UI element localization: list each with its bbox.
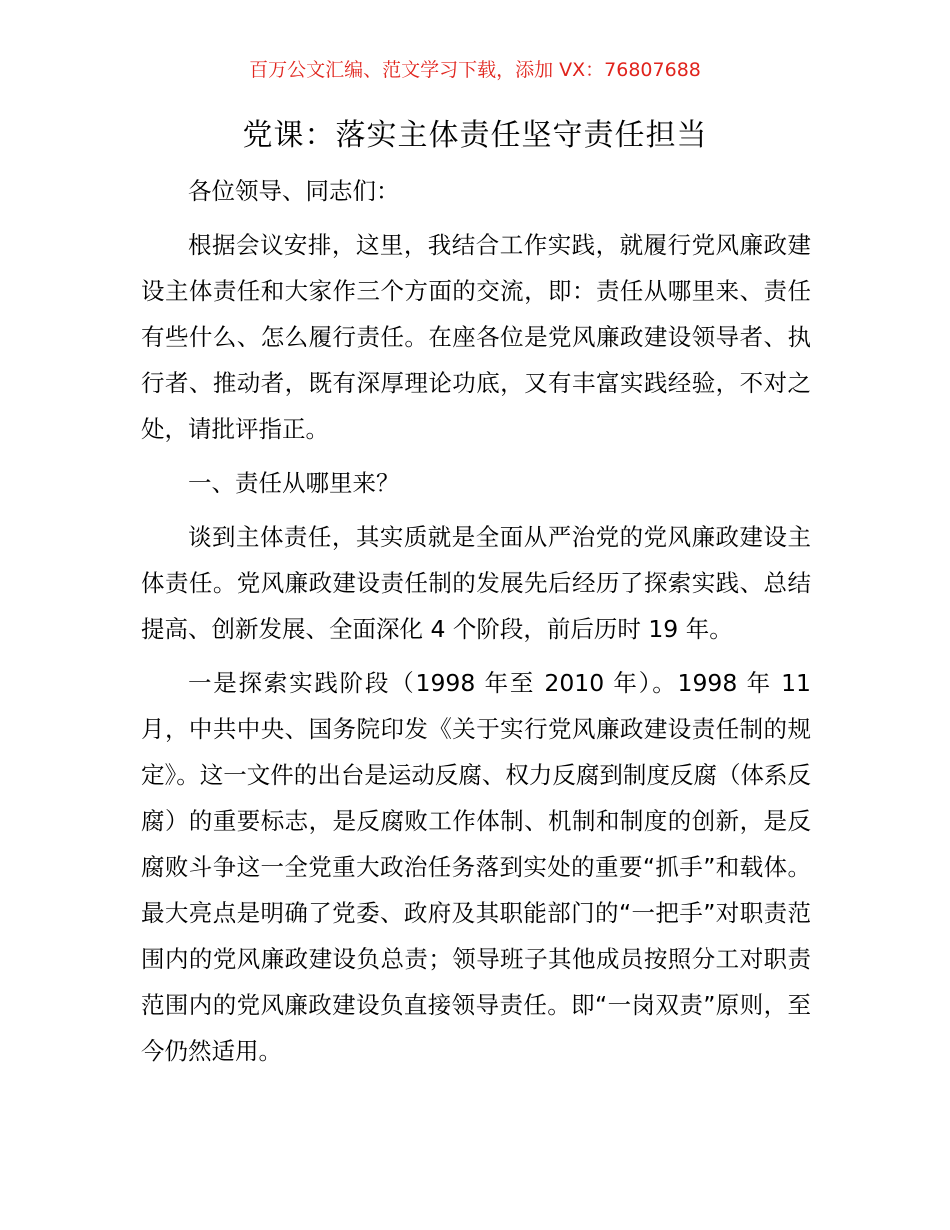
header-note: 百万公文汇编、范文学习下载，添加 VX：76807688 — [249, 59, 701, 81]
paragraph-greeting: 各位领导、同志们： — [188, 177, 400, 205]
paragraph-stage-1: 一是探索实践阶段（1998 年至 2010 年）。1998 年 11 月，中共中央、国务院印发《关于实行党风廉政建设责任制的规定》。这一文件的出台是运动反腐、权力反腐到制度反腐（体系反腐）的重要标志，是反腐败工作体制、机制和制度的创新，是反腐败斗争这一全党重大政治任务落到实处的重要“抓手”和载体。最大亮点是明确了党委、政府及其职能部门的“一把手”对职责范围内的党风廉政建设负总责；领导班子其他成员按照分工对职责范围内的党风廉政建设负直接领导责任。即“一岗双责”原则，至今仍然适用。 — [141, 669, 811, 1065]
paragraph-main-responsibility: 谈到主体责任，其实质就是全面从严治党的党风廉政建设主体责任。党风廉政建设责任制的发展先后经历了探索实践、总结提高、创新发展、全面深化 4 个阶段，前后历时 19 年。 — [141, 523, 811, 643]
section-heading-1: 一、责任从哪里来？ — [188, 469, 400, 497]
document-body — [141, 168, 811, 1082]
paragraph-introduction: 根据会议安排，这里，我结合工作实践，就履行党风廉政建设主体责任和大家作三个方面的交流，即：责任从哪里来、责任有些什么、怎么履行责任。在座各位是党风廉政建设领导者、执行者、推动者，既有深厚理论功底，又有丰富实践经验，不对之处，请批评指正。 — [141, 231, 811, 443]
document-title: 党课：落实主体责任坚守责任担当 — [242, 118, 708, 153]
